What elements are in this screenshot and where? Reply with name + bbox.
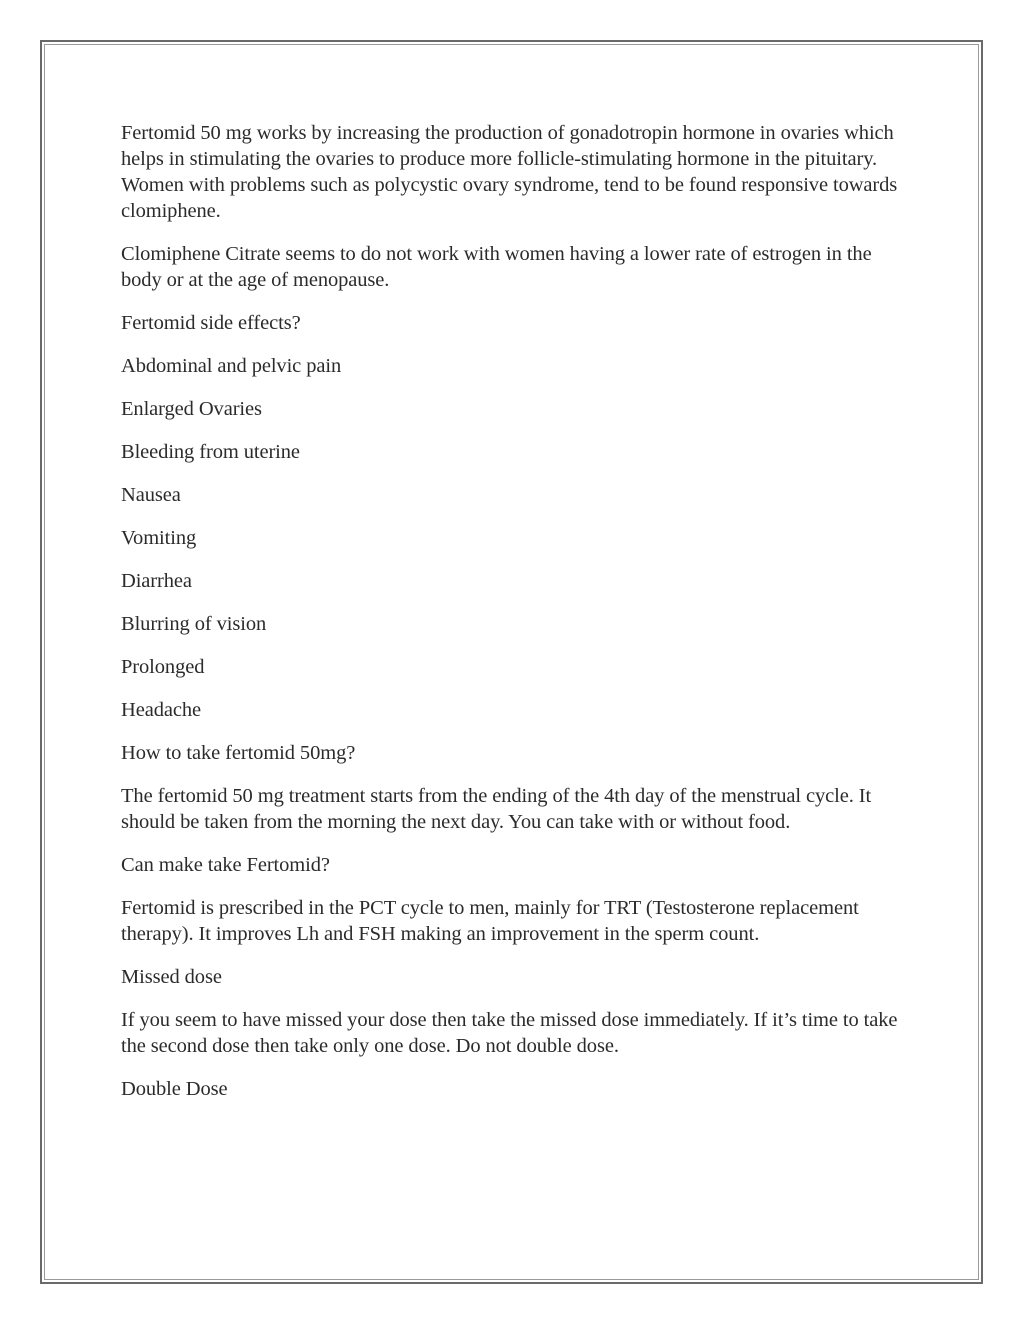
side-effect-item: Prolonged — [121, 656, 205, 678]
missed-dose-heading: Missed dose — [121, 966, 222, 988]
side-effect-item: Diarrhea — [121, 570, 192, 592]
document-body — [121, 120, 911, 1119]
estrogen-paragraph: Clomiphene Citrate seems to do not work with women having a lower rate of estrogen in the body or at the age of menopause. — [121, 243, 872, 291]
pct-paragraph: Fertomid is prescribed in the PCT cycle to men, mainly for TRT (Testosterone replacement therapy). It improves Lh and FSH making an improvement in the sperm count. — [121, 897, 859, 945]
missed-dose-paragraph: If you seem to have missed your dose then take the missed dose immediately. If it’s time to take the second dose then take only one dose. Do not double dose. — [121, 1009, 898, 1057]
intro-paragraph: Fertomid 50 mg works by increasing the production of gonadotropin hormone in ovaries which helps in stimulating the ovaries to produce more follicle-stimulating hormone in the pituitary. Women with problems such as polycystic ovary syndrome, tend to be found responsive towards clomiphene. — [121, 122, 898, 222]
side-effect-item: Headache — [121, 699, 201, 721]
how-to-take-heading: How to take fertomid 50mg? — [121, 742, 356, 764]
treatment-paragraph: The fertomid 50 mg treatment starts from the ending of the 4th day of the menstrual cycle. It should be taken from the morning the next day. You can take with or without food. — [121, 785, 872, 833]
double-dose-heading: Double Dose — [121, 1078, 228, 1100]
side-effects-heading: Fertomid side effects? — [121, 312, 301, 334]
side-effect-item: Nausea — [121, 484, 181, 506]
side-effect-item: Vomiting — [121, 527, 197, 549]
side-effect-item: Blurring of vision — [121, 613, 267, 635]
men-heading: Can make take Fertomid? — [121, 854, 330, 876]
side-effect-item: Enlarged Ovaries — [121, 398, 262, 420]
side-effect-item: Bleeding from uterine — [121, 441, 300, 463]
side-effect-item: Abdominal and pelvic pain — [121, 355, 342, 377]
